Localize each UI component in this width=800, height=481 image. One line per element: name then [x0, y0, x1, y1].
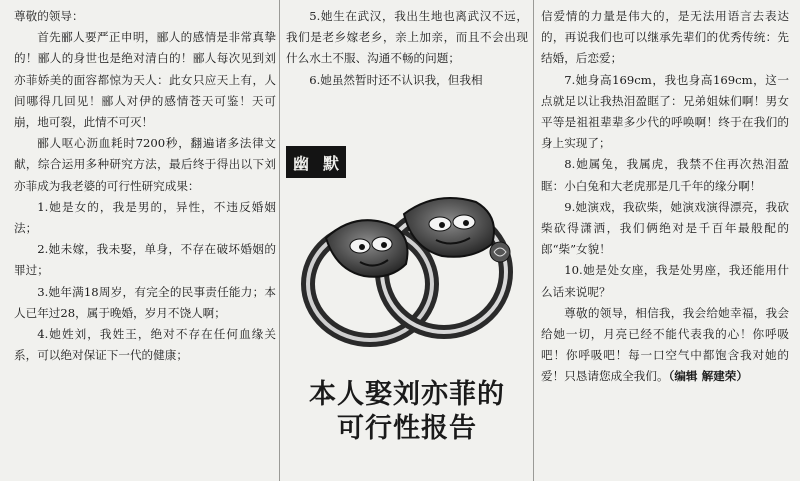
section-label-char: 幽 — [292, 153, 309, 173]
list-item: 7.她身高169cm，我也身高169cm，这一点就足以让我热泪盈眶了：兄弟姐妹们啊！男女平等是祖祖辈辈多少代的呼唤啊！终于在我们的身上实现了； — [541, 72, 789, 151]
list-item: 1.她是女的，我是男的，异性，不违反婚姻法； — [14, 199, 276, 236]
rose-icon — [490, 242, 510, 262]
salutation: 尊敬的领导： — [14, 9, 84, 23]
article-column-3 — [541, 6, 789, 388]
list-item: 2.她未嫁，我未娶，单身，不存在破坏婚姻的罪过； — [14, 242, 276, 278]
headline-line-1: 本人娶刘亦菲的 — [309, 379, 505, 410]
article-column-2 — [286, 6, 528, 91]
headline-line-2: 可行性报告 — [337, 413, 477, 444]
list-item: 6.她虽然暂时还不认识我，但我相 — [309, 72, 483, 87]
list-item: 4.她姓刘，我姓王，绝对不存在任何血缘关系，可以绝对保证下一代的健康； — [14, 327, 276, 363]
list-item: 3.她年满18周岁，有完全的民事责任能力；本人已年过28，属于晚婚，岁月不饶人啊； — [14, 284, 276, 320]
section-label-char: 默 — [322, 153, 339, 173]
list-item: 8.她属兔，我属虎，我禁不住再次热泪盈眶：小白兔和大老虎那是几千年的缘分啊！ — [541, 157, 789, 193]
closing-text: 尊敬的领导，相信我，我会给她幸福，我会给她一切，月亮已经不能代表我的心！你呼吸吧！你呼吸吧！每一口空气中都饱含我对她的爱！只恳请您成全我们。 — [541, 305, 789, 384]
paragraph: 信爱情的力量是伟大的，是无法用语言去表达的，再说我们也可以继承先辈们的优秀传统：先结婚，后恋爱； — [541, 9, 789, 66]
list-item: 5.她生在武汉，我出生地也离武汉不远，我们是老乡嫁老乡，亲上加亲，而且不会出现什么水土不服、沟通不畅的问题； — [286, 9, 528, 66]
article-column-1 — [14, 6, 276, 366]
article-headline — [286, 378, 528, 446]
cartoon-rings-illustration — [286, 160, 530, 360]
editor-credit: （编辑 解建荣） — [668, 369, 748, 384]
column-divider — [533, 0, 534, 481]
list-item: 10.她是处女座，我是处男座，我还能用什么话来说呢？ — [541, 263, 789, 299]
list-item: 9.她演戏，我砍柴，她演戏演得漂亮，我砍柴砍得潇洒，我们俩绝对是千百年最般配的郎“柴”女貌！ — [541, 199, 789, 257]
column-divider — [279, 0, 280, 481]
closing-paragraph — [541, 303, 789, 388]
paragraph: 首先郦人要严正申明，郦人的感情是非常真挚的！郦人的身世也是绝对清白的！郦人每次见到刘亦菲娇美的面容都惊为天人：此女只应天上有，人间哪得几回见！郦人对伊的感情苍天可鉴！天可崩，地可裂，此情不可灭！ — [14, 30, 276, 130]
paragraph: 郦人呕心沥血耗时7200秒，翻遍诸多法律文献，综合运用多种研究方法，最后终于得出以下刘亦菲成为我老婆的可行性研究成果： — [14, 136, 276, 193]
